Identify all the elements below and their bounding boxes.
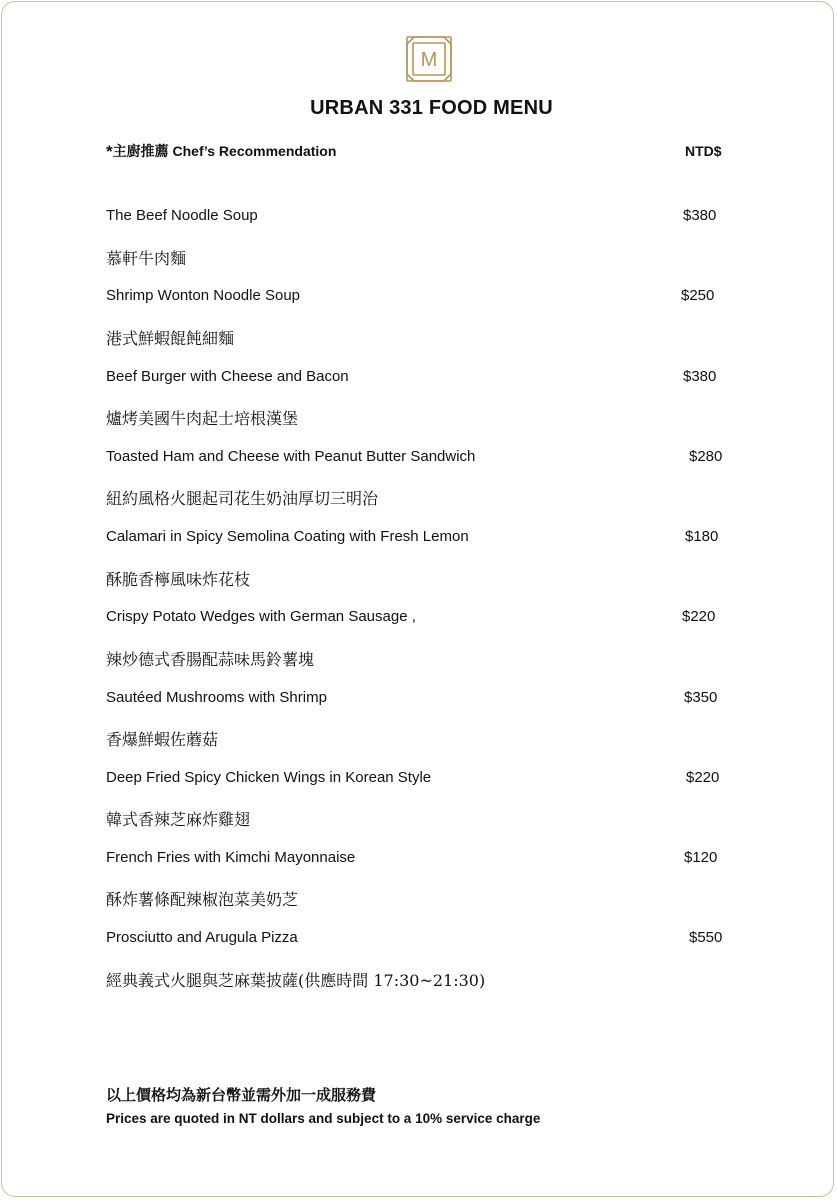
menu-item-price: $180 [685,528,719,545]
menu-item-name: Shrimp Wonton Noodle Soup [106,287,301,304]
menu-item-chinese-name: 慕軒牛肉麵 [106,249,187,268]
currency-header: NTD$ [685,143,722,159]
menu-item-name: Prosciutto and Arugula Pizza [106,929,298,946]
menu-item-chinese-name: 酥脆香檸風味炸花枝 [106,570,251,589]
service-charge-note-english: Prices are quoted in NT dollars and subject to a 10% service charge [106,1111,541,1126]
menu-item-price: $380 [683,368,717,385]
menu-item-name: Deep Fried Spicy Chicken Wings in Korean Style [106,769,432,786]
chef-recommendation-label: 主廚推薦 Chef’s Recommendation [112,143,337,159]
menu-item-price: $220 [686,769,720,786]
menu-item-name: The Beef Noodle Soup [106,207,258,224]
service-charge-note-chinese: 以上價格均為新台幣並需外加一成服務費 [106,1087,377,1104]
chef-recommendation-header [106,141,336,162]
menu-item-chinese-name: 辣炒德式香腸配蒜味馬鈴薯塊 [106,650,315,669]
menu-item-chinese-name: 經典義式火腿與芝麻葉披薩(供應時間 17:30~21:30) [106,971,486,990]
menu-item-name: Beef Burger with Cheese and Bacon [106,368,349,385]
menu-item-price: $220 [682,608,716,625]
menu-item-price: $250 [681,287,715,304]
menu-item-chinese-name: 爐烤美國牛肉起士培根漢堡 [106,409,299,428]
logo-letter: M [420,49,438,71]
menu-item-name: Toasted Ham and Cheese with Peanut Butter Sandwich [106,448,476,465]
menu-item-chinese-name: 酥炸薯條配辣椒泡菜美奶芝 [106,890,299,909]
menu-item-name: Crispy Potato Wedges with German Sausage , [106,608,416,625]
page-title: URBAN 331 FOOD MENU [310,97,553,119]
menu-item-chinese-name: 紐約風格火腿起司花生奶油厚切三明治 [106,489,379,508]
monogram-logo-icon [404,34,454,84]
menu-item-price: $280 [689,448,723,465]
menu-item-price: $350 [684,689,718,706]
star-mark: * [106,142,113,161]
menu-item-price: $120 [684,849,718,866]
menu-item-name: French Fries with Kimchi Mayonnaise [106,849,356,866]
menu-item-chinese-name: 香爆鮮蝦佐蘑菇 [106,730,219,749]
page-border [1,1,834,1197]
menu-item-price: $550 [689,929,723,946]
menu-item-name: Sautéed Mushrooms with Shrimp [106,689,327,706]
menu-item-chinese-name: 港式鮮蝦餛飩細麵 [106,329,235,348]
menu-item-name: Calamari in Spicy Semolina Coating with Fresh Lemon [106,528,469,545]
menu-item-chinese-name: 韓式香辣芝麻炸雞翅 [106,810,251,829]
menu-item-price: $380 [683,207,717,224]
